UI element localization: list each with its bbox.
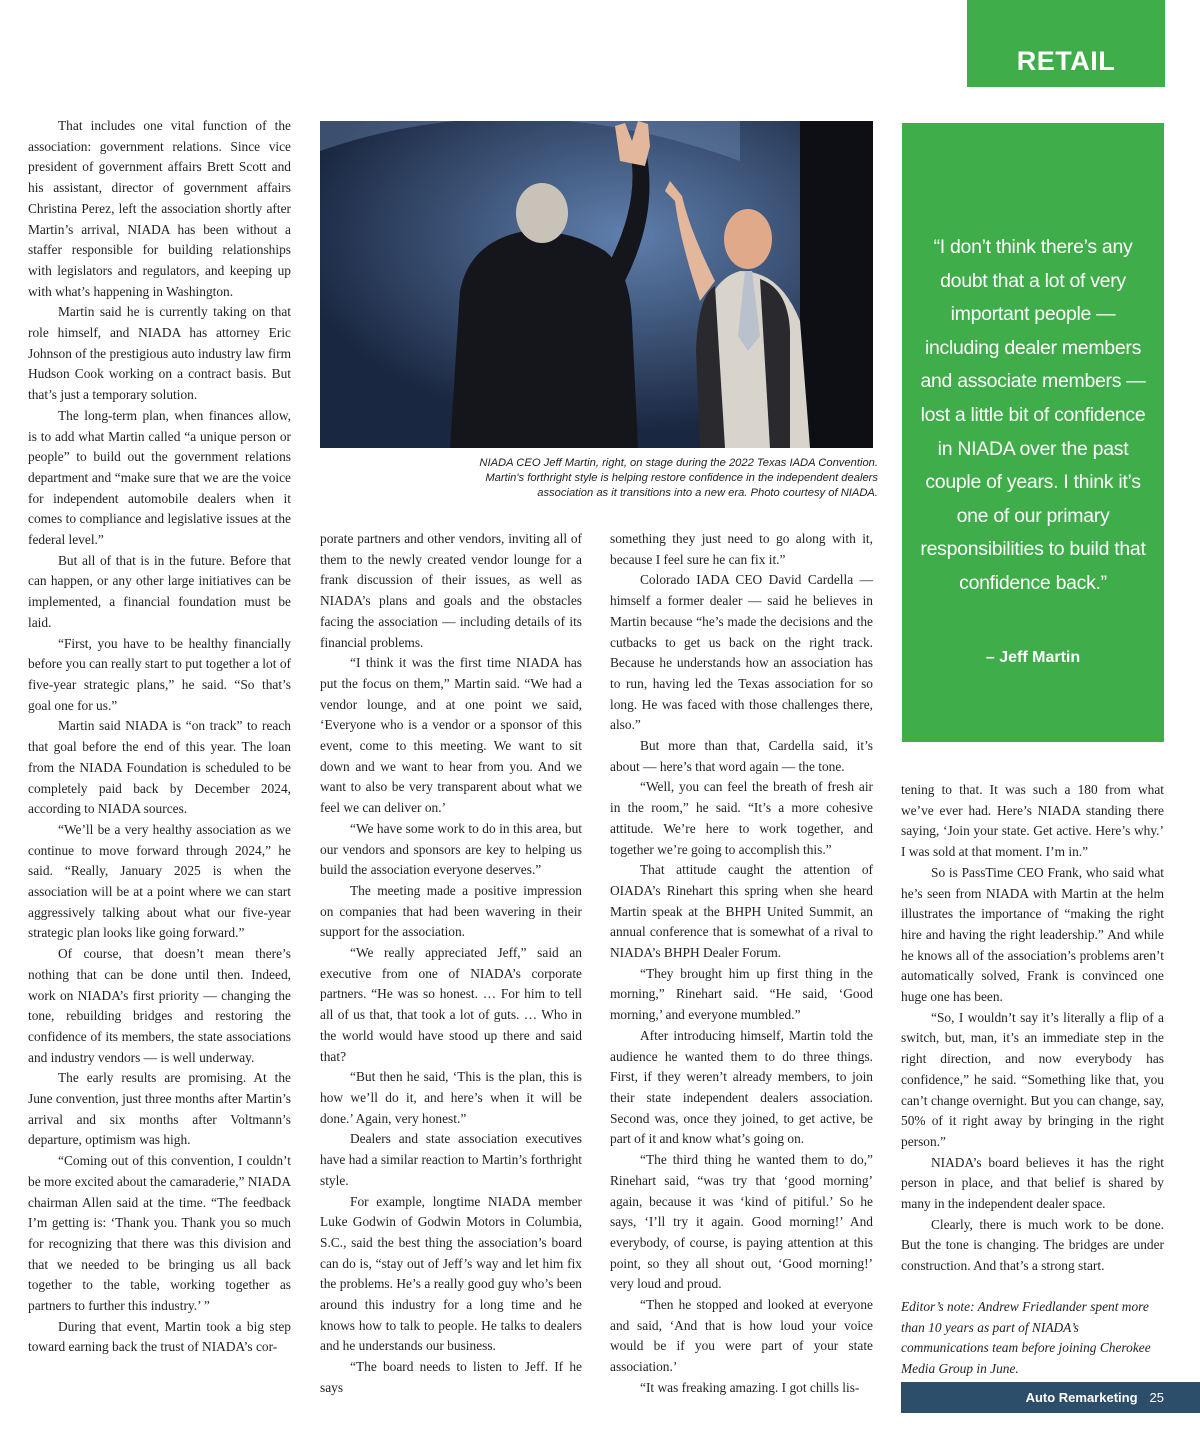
paragraph: After introducing himself, Martin told the audience he wanted them to do three things. First, if they weren’t already members, to join their state independent dealers association. Second was, once they joined, to get active, be part of it and know what’s going on. (610, 1027, 873, 1147)
editor-note: Editor’s note: Andrew Friedlander spent more than 10 years as part of NIADA’s communications team before joining Cherokee Media Group in June. (901, 1298, 1151, 1376)
paragraph: “First, you have to be healthy financially before you can really start to put together a lot of five-year strategic plans,” he said. “So that’s goal one for us.” (28, 635, 291, 713)
caption-line: NIADA CEO Jeff Martin, right, on stage during the 2022 Texas IADA Convention. (479, 457, 878, 469)
paragraph: Martin said he is currently taking on that role himself, and NIADA has attorney Eric Johnson of the prestigious auto industry law firm Hudson Cook working on a contract basis. But that’s just a temporary solution. (28, 304, 291, 403)
paragraph: So is PassTime CEO Frank, who said what he’s seen from NIADA with Martin at the helm illustrates the importance of “making the right hire and having the right leadership.” And while he knows all of the association’s problems aren’t automatically solved, Frank is convinced one huge one has been. (901, 864, 1164, 1005)
article-column-3 (610, 529, 873, 1399)
paragraph: But all of that is in the future. Before that can happen, or any other large initiatives can be implemented, a financial foundation must be laid. (28, 552, 291, 630)
paragraph: That includes one vital function of the association: government relations. Since vice president of government affairs Brett Scott and his assistant, director of government affairs Christina Perez, left the association shortly after Martin’s arrival, NIADA has been without a staffer responsible for building relationships with legislators and regulators, and keeping up with what’s happening in Washington. (28, 118, 291, 299)
section-label: RETAIL (1016, 46, 1116, 76)
paragraph: Dealers and state association executives have had a similar reaction to Martin’s forthright style. (320, 1131, 582, 1188)
paragraph: Colorado IADA CEO David Cardella — himself a former dealer — said he believes in Martin because “he’s made the decisions and the cutbacks to get us back on the right track. Because he understands how an association has to run, having led the Texas association for so long. He was faced with those challenges there, also.” (610, 572, 873, 733)
paragraph: Of course, that doesn’t mean there’s nothing that can be done until then. Indeed, work on NIADA’s first priority — changing the tone, rebuilding bridges and restoring the confidence of its members, the state associations and industry vendors — is well underway. (28, 946, 291, 1065)
pull-quote-box (902, 123, 1164, 742)
paragraph: Martin said NIADA is “on track” to reach that goal before the end of this year. The loan from the NIADA Foundation is scheduled to be completely paid back by December 2024, according to NIADA sources. (28, 718, 291, 817)
paragraph: That attitude caught the attention of OIADA’s Rinehart this spring when she heard Martin speak at the BHPH United Summit, an annual conference that is somewhat of a rival to NIADA’s BHPH Dealer Forum. (610, 862, 873, 961)
paragraph: porate partners and other vendors, inviting all of them to the newly created vendor lounge for a frank discussion of their issues, as well as NIADA’s plans and goals and the obstacles facing the association — including details of its financial problems. (320, 531, 582, 650)
paragraph: “Then he stopped and looked at everyone and said, ‘And that is how loud your voice would be if you were part of your state association.’ (610, 1297, 873, 1375)
paragraph: The meeting made a positive impression on companies that had been wavering in their support for the association. (320, 882, 582, 940)
pull-quote-attribution: – Jeff Martin (985, 648, 1081, 666)
paragraph: “Well, you can feel the breath of fresh air in the room,” he said. “It’s a more cohesive attitude. We’re here to work together, and together we’re going to accomplish this.” (610, 779, 873, 857)
publication-name: Auto Remarketing (1025, 1390, 1138, 1405)
section-tab (967, 0, 1165, 87)
paragraph: Clearly, there is much work to be done. But the tone is changing. The bridges are under construction. And that’s a strong start. (901, 1216, 1164, 1274)
article-column-1 (28, 116, 291, 1358)
paragraph: “It was freaking amazing. I got chills lis- (640, 1379, 860, 1395)
paragraph: “We have some work to do in this area, but our vendors and sponsors are key to helping us build the association everyone deserves.” (320, 820, 582, 878)
photo-illustration (320, 121, 873, 448)
article-column-2 (320, 529, 582, 1399)
paragraph: “The third thing he wanted them to do,” Rinehart said, “was try that ‘good morning’ again, because it was ‘kind of pitiful.’ So he says, ‘I’ll try it again. Good morning!’ And everybody, of course, is paying attention at this point, so they all shout out, ‘Good morning!’ very loud and proud. (610, 1152, 873, 1292)
paragraph: The long-term plan, when finances allow, is to add what Martin called “a unique person or people” to build out the government relations department and “make sure that we are the voice for independent automobile dealers when it comes to compliance and legislative issues at the federal level.” (28, 407, 291, 548)
paragraph: tening to that. It was such a 180 from what we’ve ever had. Here’s NIADA standing there saying, ‘Join your state. Get active. Here’s why.’ I was sold at that moment. I’m in.” (901, 782, 1164, 860)
paragraph: For example, longtime NIADA member Luke Godwin of Godwin Motors in Columbia, S.C., said the best thing the association’s board can do is, “stay out of Jeff’s way and let him fix the problems. He’s a really good guy who’s been around this industry for a long time and he knows how to talk to people. He talks to dealers and he understands our business. (320, 1193, 582, 1354)
caption-line: Martin's forthright style is helping restore confidence in the independent dealers (485, 472, 878, 484)
paragraph: “We’ll be a very healthy association as we continue to move forward through 2024,” he said. “Really, January 2025 is when the association will be at a point where we can start aggressively talking about what our five-year strategic plan looks like going forward.” (28, 821, 291, 941)
paragraph: “They brought him up first thing in the morning,” Rinehart said. “He said, ‘Good morning,’ and everyone mumbled.” (610, 965, 873, 1023)
paragraph: “The board needs to listen to Jeff. If he says (320, 1359, 582, 1395)
paragraph: “I think it was the first time NIADA has put the focus on them,” Martin said. “We had a vendor lounge, and at one point we said, ‘Everyone who is a vendor or a sponsor of this event, come to this meeting. We want to sit down and we want to hear from you. And we want to also be very transparent about what we feel we can deliver on.’ (320, 655, 582, 816)
pull-quote-text: “I don’t think there’s any doubt that a lot of very important people — including dealer members and associate members — lost a little bit of confidence in NIADA over the past couple of years. I think it’s one of our primary responsibilities to build that confidence back.” (920, 236, 1146, 594)
paragraph: “So, I wouldn’t say it’s literally a flip of a switch, but, man, it’s an immediate step in the right direction, and now everybody has confidence,” he said. “Something like that, you can’t change overnight. But you can change, say, 50% of it right away by bringing in the right person.” (901, 1009, 1164, 1149)
page-footer (901, 1382, 1200, 1413)
paragraph: “But then he said, ‘This is the plan, this is how we’ll do it, and here’s when it will be done.’ Again, very honest.” (320, 1069, 582, 1126)
page-number: 25 (1149, 1390, 1164, 1405)
caption-line: association as it transitions into a new era. Photo courtesy of NIADA. (537, 487, 878, 499)
paragraph: The early results are promising. At the June convention, just three months after Martin’s arrival and six months after Voltmann’s departure, optimism was high. (28, 1070, 291, 1148)
paragraph: NIADA’s board believes it has the right person in place, and that belief is shared by many in the independent dealer space. (901, 1154, 1164, 1212)
paragraph: something they just need to go along with it, because I feel sure he can fix it.” (610, 531, 873, 567)
photo-caption (400, 456, 878, 501)
paragraph: “We really appreciated Jeff,” said an executive from one of NIADA’s corporate partners. “He was so honest. … For him to tell all of us that, that took a lot of guts. … Who in the world would have stood up there and said that? (320, 945, 582, 1064)
article-column-4 (901, 780, 1164, 1380)
paragraph: “Coming out of this convention, I couldn’t be more excited about the camaraderie,” NIADA chairman Allen said at the time. “The feedback I’m getting is: ‘Thank you. Thank you so much for recognizing that there was this division and that we needed to be bringing us all back together to the table, working together as partners to further this industry.’ ” (28, 1153, 291, 1314)
article-photo (320, 121, 873, 448)
paragraph: During that event, Martin took a big step toward earning back the trust of NIADA’s cor- (28, 1318, 291, 1355)
paragraph: But more than that, Cardella said, it’s about — here’s that word again — the tone. (610, 738, 873, 774)
